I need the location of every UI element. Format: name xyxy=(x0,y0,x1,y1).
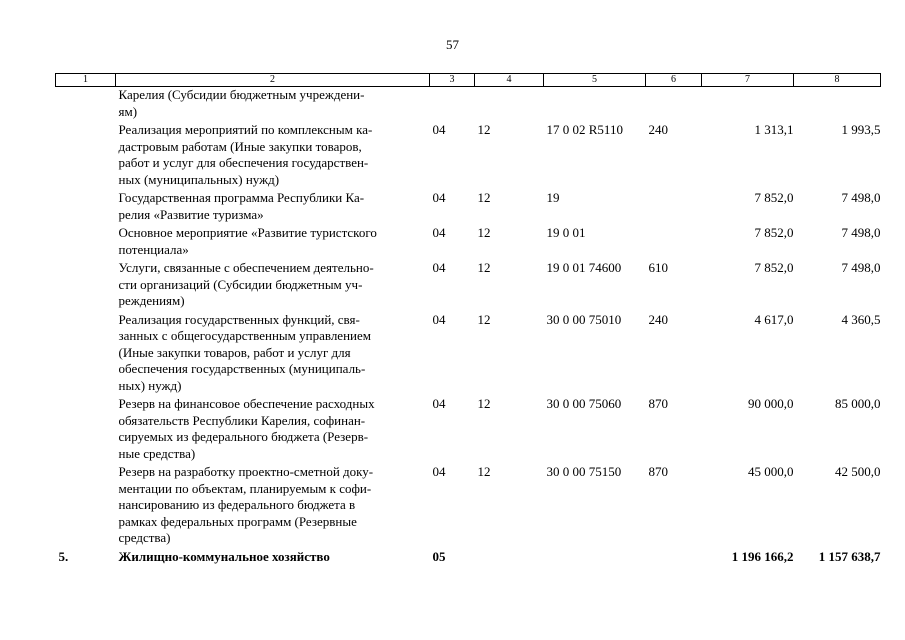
row-number-cell: 5. xyxy=(58,548,69,564)
header-cell-3: 3 xyxy=(430,74,475,87)
row-name-line: ных) нужд) xyxy=(118,377,182,393)
table-row xyxy=(56,258,881,310)
row-name-line: Услуги, связанные с обеспечением деятельно- xyxy=(118,260,374,275)
expense-type-cell xyxy=(646,87,702,121)
expense-type-cell: 240 xyxy=(648,311,668,327)
header-cell-6: 6 xyxy=(646,74,702,87)
row-name-line: сируемых из федерального бюджета (Резерв- xyxy=(118,429,369,444)
target-article-cell xyxy=(544,87,646,121)
table-row xyxy=(56,188,881,223)
header-cell-8: 8 xyxy=(794,74,881,87)
table-row xyxy=(56,223,881,258)
table-row xyxy=(56,394,881,462)
expense-type-cell: 240 xyxy=(648,122,668,137)
row-name-line: обязательств Республики Карелия, софинан- xyxy=(118,412,366,428)
row-number-cell xyxy=(56,258,116,310)
amount-year-1-cell: 7 852,0 xyxy=(754,190,794,205)
section-code-cell: 05 xyxy=(432,548,446,564)
row-number-cell xyxy=(56,394,116,462)
row-name-line: занных с общегосударственным управлением xyxy=(118,328,371,343)
row-name-line: дастровым работам (Иные закупки товаров, xyxy=(118,138,362,154)
section-code-cell: 04 xyxy=(432,122,446,137)
row-name-line: ям) xyxy=(118,103,138,119)
table-row xyxy=(56,547,881,566)
amount-year-2-cell: 7 498,0 xyxy=(841,260,881,275)
table-row xyxy=(56,462,881,547)
row-name-cell xyxy=(116,547,430,566)
subsection-code-cell xyxy=(475,547,544,566)
amount-year-2-cell: 7 498,0 xyxy=(841,225,881,240)
amount-year-2-cell: 1 993,5 xyxy=(841,122,881,137)
subsection-code-cell: 12 xyxy=(477,122,491,137)
amount-year-2-cell xyxy=(794,87,881,121)
amount-year-2-cell: 85 000,0 xyxy=(835,396,881,411)
expense-type-cell: 870 xyxy=(648,396,668,411)
row-name-line: нансированию из федерального бюджета в xyxy=(118,497,356,512)
section-code-cell: 04 xyxy=(432,396,446,411)
amount-year-1-cell: 7 852,0 xyxy=(754,260,794,275)
header-cell-4: 4 xyxy=(475,74,544,87)
amount-year-2-cell: 42 500,0 xyxy=(835,464,881,479)
row-name-line: Государственная программа Республики Ка- xyxy=(118,190,365,205)
row-name-cell xyxy=(116,120,430,188)
row-name-line: реждениям) xyxy=(118,293,185,308)
amount-year-1-cell: 1 196 166,2 xyxy=(731,548,794,564)
table-row xyxy=(56,87,881,121)
row-number-cell xyxy=(56,120,116,188)
expense-type-cell: 610 xyxy=(648,260,668,275)
amount-year-1-cell: 45 000,0 xyxy=(748,464,794,479)
header-cell-7: 7 xyxy=(702,74,794,87)
section-code-cell: 04 xyxy=(432,464,446,479)
row-name-line: релия «Развитие туризма» xyxy=(118,206,264,222)
amount-year-2-cell: 4 360,5 xyxy=(841,311,881,327)
row-number-cell xyxy=(56,188,116,223)
subsection-code-cell: 12 xyxy=(477,464,491,479)
table-row xyxy=(56,310,881,395)
row-name-line: потенциала» xyxy=(118,241,189,257)
target-article-cell: 17 0 02 R5110 xyxy=(546,122,623,137)
target-article-cell: 19 0 01 xyxy=(546,225,586,240)
amount-year-2-cell: 1 157 638,7 xyxy=(818,548,881,564)
row-name-line: Карелия (Субсидии бюджетным учреждени- xyxy=(118,87,365,102)
subsection-code-cell xyxy=(475,87,544,121)
row-number-cell xyxy=(56,462,116,547)
amount-year-1-cell: 4 617,0 xyxy=(754,311,794,327)
expense-type-cell: 870 xyxy=(648,464,668,479)
section-code-cell: 04 xyxy=(432,225,446,240)
row-name-cell xyxy=(116,462,430,547)
page-number: 57 xyxy=(446,37,459,52)
target-article-cell: 19 0 01 74600 xyxy=(546,260,622,275)
budget-table xyxy=(55,73,881,565)
subsection-code-cell: 12 xyxy=(477,260,491,275)
row-name-line: Резерв на финансовое обеспечение расходных xyxy=(118,396,375,411)
row-name-line: Реализация мероприятий по комплексным ка- xyxy=(118,122,373,137)
row-number-cell xyxy=(56,223,116,258)
target-article-cell: 30 0 00 75060 xyxy=(546,396,622,411)
expense-type-cell xyxy=(646,188,702,223)
row-name-cell xyxy=(116,188,430,223)
row-name-line: ментации по объектам, планируемым к софи- xyxy=(118,480,372,496)
subsection-code-cell: 12 xyxy=(477,311,491,327)
row-name-line: Реализация государственных функций, свя- xyxy=(118,311,360,327)
row-name-line: ные средства) xyxy=(118,445,196,461)
subsection-code-cell: 12 xyxy=(477,190,491,205)
table-row xyxy=(56,120,881,188)
column-number-row xyxy=(56,74,881,87)
header-cell-1: 1 xyxy=(56,74,116,87)
row-name-line: (Иные закупки товаров, работ и услуг для xyxy=(118,344,351,360)
row-number-cell xyxy=(56,87,116,121)
expense-type-cell xyxy=(646,223,702,258)
row-number-cell xyxy=(56,310,116,395)
row-name-line: Основное мероприятие «Развитие туристского xyxy=(118,225,377,240)
section-code-cell: 04 xyxy=(432,311,446,327)
row-name-cell xyxy=(116,87,430,121)
expense-type-cell xyxy=(646,547,702,566)
subsection-code-cell: 12 xyxy=(477,396,491,411)
row-name-cell xyxy=(116,394,430,462)
row-name-line: Жилищно-коммунальное хозяйство xyxy=(118,548,330,564)
row-name-cell xyxy=(116,223,430,258)
amount-year-1-cell: 1 313,1 xyxy=(754,122,794,137)
row-name-cell xyxy=(116,310,430,395)
amount-year-2-cell: 7 498,0 xyxy=(841,190,881,205)
row-name-cell xyxy=(116,258,430,310)
section-code-cell: 04 xyxy=(432,190,446,205)
header-cell-5: 5 xyxy=(544,74,646,87)
row-name-line: Резерв на разработку проектно-сметной доку- xyxy=(118,464,374,479)
target-article-cell: 19 xyxy=(546,190,560,205)
row-name-line: работ и услуг для обеспечения государствен- xyxy=(118,155,369,170)
row-name-line: средства) xyxy=(118,530,171,545)
row-name-line: сти организаций (Субсидии бюджетным уч- xyxy=(118,276,363,292)
amount-year-1-cell: 7 852,0 xyxy=(754,225,794,240)
target-article-cell xyxy=(544,547,646,566)
subsection-code-cell: 12 xyxy=(477,225,491,240)
section-code-cell xyxy=(430,87,475,121)
section-code-cell: 04 xyxy=(432,260,446,275)
target-article-cell: 30 0 00 75010 xyxy=(546,311,622,327)
amount-year-1-cell: 90 000,0 xyxy=(748,396,794,411)
target-article-cell: 30 0 00 75150 xyxy=(546,464,622,479)
row-name-line: обеспечения государственных (муниципаль- xyxy=(118,361,366,376)
row-name-line: ных (муниципальных) нужд) xyxy=(118,171,280,187)
table-body xyxy=(56,87,881,566)
amount-year-1-cell xyxy=(702,87,794,121)
header-cell-2: 2 xyxy=(116,74,430,87)
row-name-line: рамках федеральных программ (Резервные xyxy=(118,513,357,529)
